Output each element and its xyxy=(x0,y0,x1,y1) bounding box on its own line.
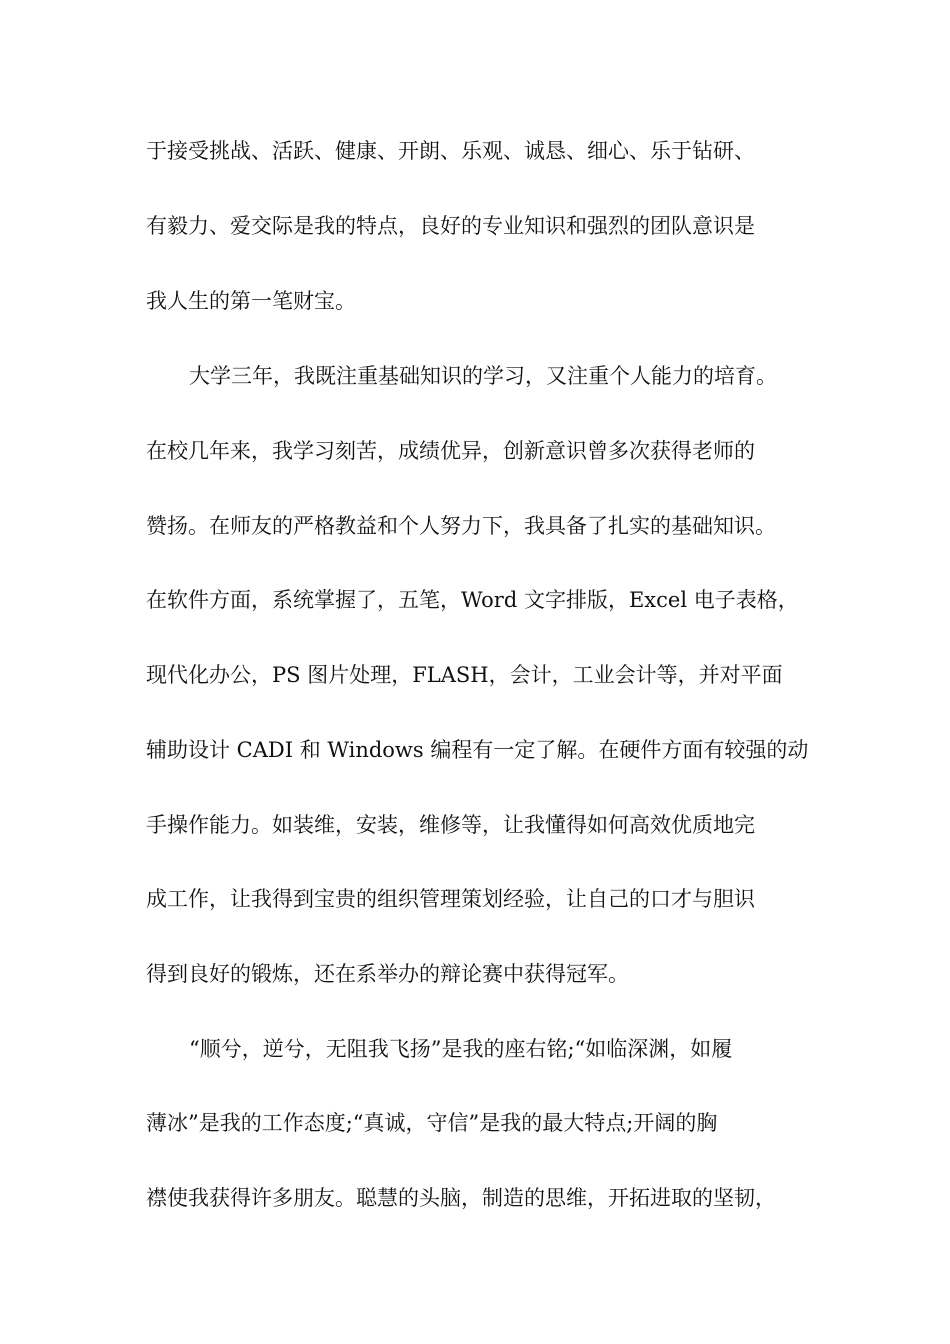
text-line-6: 赞扬。在师友的严格教益和个人努力下，我具备了扎实的基础知识。 xyxy=(146,514,776,538)
text-line-15: 襟使我获得许多朋友。聪慧的头脑，制造的思维，开拓进取的坚韧， xyxy=(146,1186,776,1210)
text-line-11: 成工作，让我得到宝贵的组织管理策划经验，让自己的口才与胆识 xyxy=(146,887,755,911)
text-line-2: 有毅力、爱交际是我的特点，良好的专业知识和强烈的团队意识是 xyxy=(146,214,755,238)
text-line-1: 于接受挑战、活跃、健康、开朗、乐观、诚恳、细心、乐于钻研、 xyxy=(146,139,755,163)
text-line-10: 手操作能力。如装维，安装，维修等，让我懂得如何高效优质地完 xyxy=(146,813,755,837)
text-line-5: 在校几年来，我学习刻苦，成绩优异，创新意识曾多次获得老师的 xyxy=(146,439,755,463)
paragraph-start-1: 大学三年，我既注重基础知识的学习，又注重个人能力的培育。 xyxy=(189,364,777,388)
text-line-3: 我人生的第一笔财宝。 xyxy=(146,289,356,313)
text-line-9: 辅助设计 CADI 和 Windows 编程有一定了解。在硬件方面有较强的动 xyxy=(146,738,809,762)
text-line-8: 现代化办公，PS 图片处理，FLASH，会计，工业会计等，并对平面 xyxy=(146,663,783,687)
text-line-7: 在软件方面，系统掌握了，五笔，Word 文字排版，Excel 电子表格， xyxy=(146,588,799,612)
paragraph-start-2: “顺兮，逆兮，无阻我飞扬”是我的座右铭;“如临深渊，如履 xyxy=(189,1037,733,1061)
text-line-12: 得到良好的锻炼，还在系举办的辩论赛中获得冠军。 xyxy=(146,962,629,986)
text-line-14: 薄冰”是我的工作态度;“真诚，守信”是我的最大特点;开阔的胸 xyxy=(146,1111,718,1135)
